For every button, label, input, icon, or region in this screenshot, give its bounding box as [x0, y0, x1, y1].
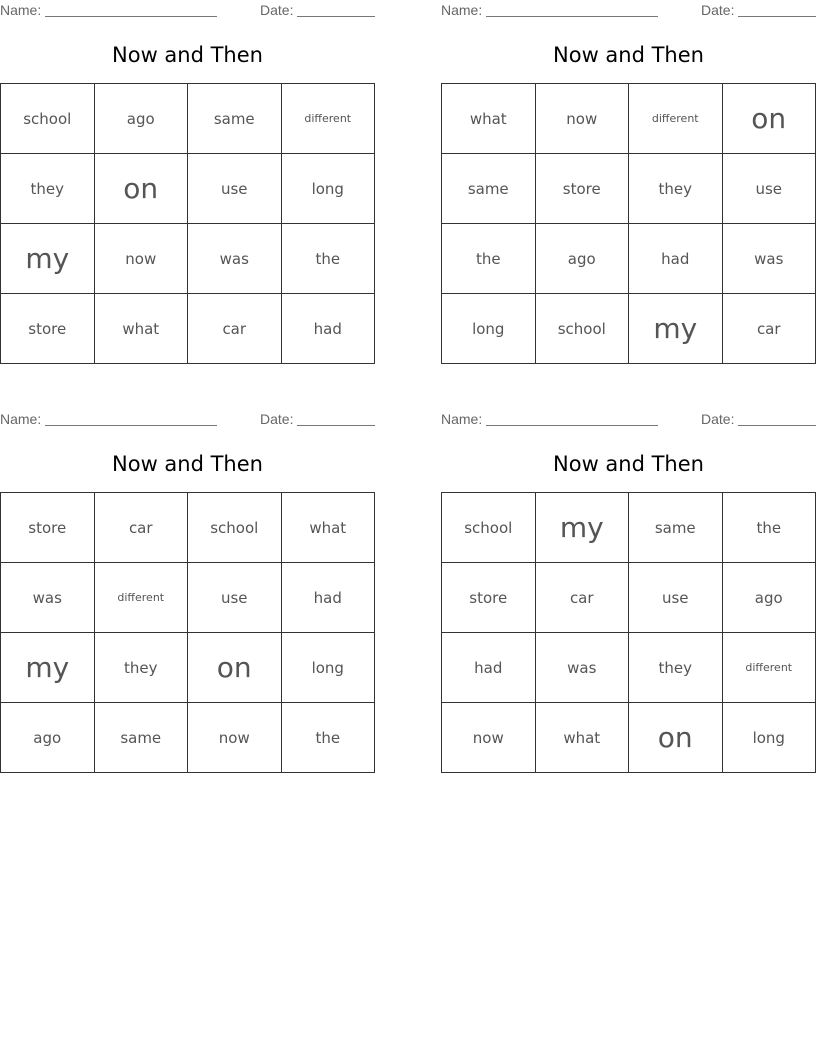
word-cell[interactable]: my — [536, 493, 630, 563]
date-field[interactable] — [297, 16, 375, 17]
bingo-card-2 — [441, 0, 816, 364]
bingo-card-3 — [0, 409, 375, 773]
word-cell[interactable]: the — [442, 224, 536, 294]
word-cell[interactable]: use — [723, 154, 816, 224]
name-field[interactable] — [45, 16, 217, 17]
word-cell[interactable]: use — [188, 563, 282, 633]
word-cell[interactable]: ago — [536, 224, 630, 294]
word-cell[interactable]: now — [95, 224, 189, 294]
date-label: Date: — [260, 2, 294, 18]
word-cell[interactable]: they — [629, 154, 723, 224]
word-cell[interactable]: long — [442, 294, 536, 364]
word-cell[interactable]: was — [1, 563, 95, 633]
word-cell[interactable]: my — [1, 224, 95, 294]
word-grid — [0, 83, 375, 364]
word-cell[interactable]: store — [442, 563, 536, 633]
word-cell[interactable]: long — [282, 633, 376, 703]
card-title: Now and Then — [553, 43, 704, 67]
card-header — [441, 2, 816, 20]
word-cell[interactable]: same — [629, 493, 723, 563]
name-label: Name: — [441, 411, 483, 427]
word-cell[interactable]: long — [282, 154, 376, 224]
bingo-card-4 — [441, 409, 816, 773]
word-cell[interactable]: car — [95, 493, 189, 563]
word-cell[interactable]: what — [536, 703, 630, 773]
word-cell[interactable]: car — [188, 294, 282, 364]
word-cell[interactable]: had — [442, 633, 536, 703]
word-grid — [0, 492, 375, 773]
word-cell[interactable]: school — [1, 84, 95, 154]
word-cell[interactable]: car — [723, 294, 816, 364]
bingo-card-1 — [0, 0, 375, 364]
name-field[interactable] — [45, 425, 217, 426]
word-cell[interactable]: car — [536, 563, 630, 633]
date-label: Date: — [260, 411, 294, 427]
word-cell[interactable]: school — [188, 493, 282, 563]
word-cell[interactable]: they — [95, 633, 189, 703]
word-cell[interactable]: my — [1, 633, 95, 703]
word-cell[interactable]: on — [188, 633, 282, 703]
name-field[interactable] — [486, 425, 658, 426]
word-cell[interactable]: the — [282, 703, 376, 773]
word-cell[interactable]: now — [442, 703, 536, 773]
word-cell[interactable]: on — [629, 703, 723, 773]
card-header — [0, 2, 375, 20]
name-label: Name: — [0, 411, 42, 427]
name-label: Name: — [0, 2, 42, 18]
word-cell[interactable]: different — [723, 633, 816, 703]
word-cell[interactable]: same — [442, 154, 536, 224]
word-cell[interactable]: same — [95, 703, 189, 773]
word-cell[interactable]: now — [188, 703, 282, 773]
word-cell[interactable]: was — [723, 224, 816, 294]
word-cell[interactable]: the — [282, 224, 376, 294]
word-cell[interactable]: ago — [723, 563, 816, 633]
word-cell[interactable]: store — [1, 294, 95, 364]
word-cell[interactable]: different — [95, 563, 189, 633]
word-cell[interactable]: different — [629, 84, 723, 154]
word-cell[interactable]: on — [95, 154, 189, 224]
word-cell[interactable]: had — [282, 294, 376, 364]
word-cell[interactable]: ago — [1, 703, 95, 773]
word-cell[interactable]: store — [536, 154, 630, 224]
word-grid — [441, 492, 816, 773]
word-cell[interactable]: same — [188, 84, 282, 154]
word-cell[interactable]: what — [282, 493, 376, 563]
card-title: Now and Then — [553, 452, 704, 476]
word-cell[interactable]: the — [723, 493, 816, 563]
card-header — [441, 411, 816, 429]
word-cell[interactable]: ago — [95, 84, 189, 154]
word-cell[interactable]: was — [536, 633, 630, 703]
word-cell[interactable]: store — [1, 493, 95, 563]
card-title: Now and Then — [112, 43, 263, 67]
word-cell[interactable]: they — [629, 633, 723, 703]
word-cell[interactable]: use — [188, 154, 282, 224]
date-field[interactable] — [738, 16, 816, 17]
word-grid — [441, 83, 816, 364]
date-field[interactable] — [297, 425, 375, 426]
word-cell[interactable]: on — [723, 84, 816, 154]
name-label: Name: — [441, 2, 483, 18]
word-cell[interactable]: what — [442, 84, 536, 154]
date-label: Date: — [701, 2, 735, 18]
date-field[interactable] — [738, 425, 816, 426]
name-field[interactable] — [486, 16, 658, 17]
word-cell[interactable]: had — [629, 224, 723, 294]
word-cell[interactable]: use — [629, 563, 723, 633]
card-header — [0, 411, 375, 429]
word-cell[interactable]: they — [1, 154, 95, 224]
word-cell[interactable]: school — [442, 493, 536, 563]
word-cell[interactable]: was — [188, 224, 282, 294]
word-cell[interactable]: had — [282, 563, 376, 633]
word-cell[interactable]: what — [95, 294, 189, 364]
word-cell[interactable]: my — [629, 294, 723, 364]
word-cell[interactable]: school — [536, 294, 630, 364]
word-cell[interactable]: long — [723, 703, 816, 773]
card-title: Now and Then — [112, 452, 263, 476]
word-cell[interactable]: now — [536, 84, 630, 154]
date-label: Date: — [701, 411, 735, 427]
word-cell[interactable]: different — [282, 84, 376, 154]
